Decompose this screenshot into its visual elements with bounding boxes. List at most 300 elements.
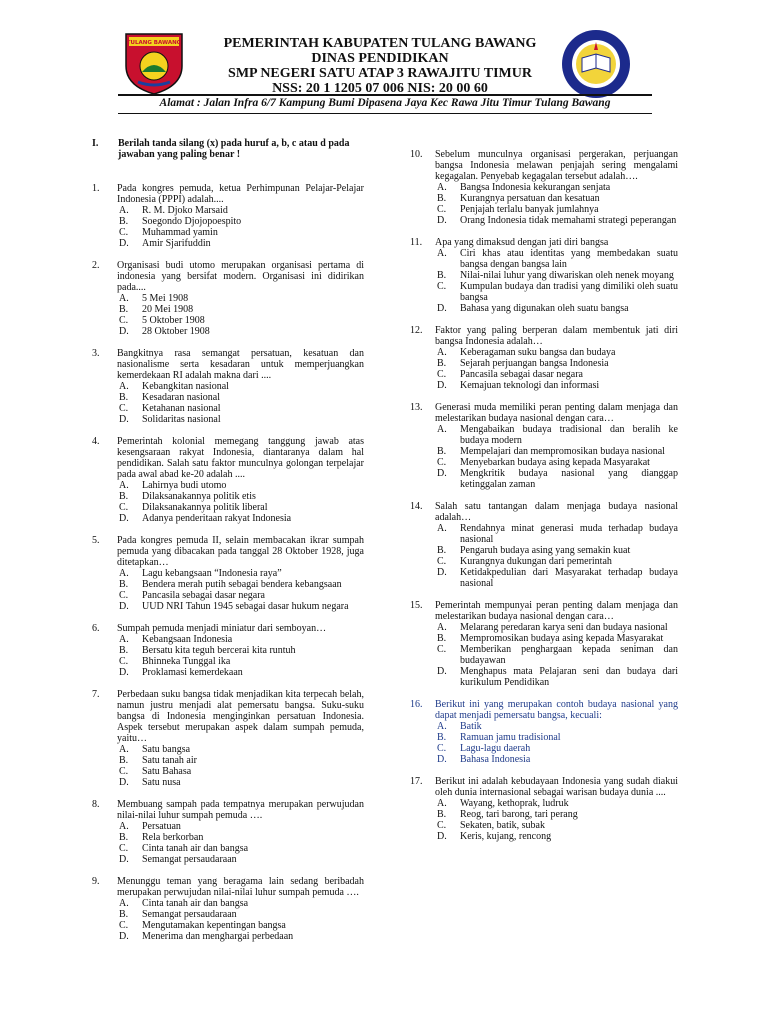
option-text: Satu bangsa xyxy=(142,744,191,755)
option-letter: B. xyxy=(437,270,447,281)
answer-option xyxy=(437,798,678,809)
question-text: Pada kongres pemuda II, selain membacakan ikrar sumpah pemuda yang dibacakan pada tanggal 28 Oktober 1928, juga ditetapkan… xyxy=(117,535,364,568)
option-text: Bhinneka Tunggal ika xyxy=(142,656,231,667)
question-item xyxy=(92,623,364,678)
letterhead xyxy=(0,0,768,120)
question-number: 1. xyxy=(92,183,100,194)
option-text: Mengutamakan kepentingan bangsa xyxy=(142,920,286,931)
answer-option xyxy=(119,216,364,227)
option-letter: C. xyxy=(437,369,447,380)
option-letter: B. xyxy=(437,633,447,644)
question-stem xyxy=(92,689,364,744)
option-text: 20 Mei 1908 xyxy=(142,304,194,315)
option-text: Kemajuan teknologi dan informasi xyxy=(460,380,600,391)
option-letter: A. xyxy=(119,381,129,392)
question-item xyxy=(92,876,364,942)
option-text: Lagu-lagu daerah xyxy=(460,743,531,754)
question-number: 3. xyxy=(92,348,100,359)
option-text: Pancasila sebagai dasar negara xyxy=(460,369,583,380)
tulang-bawang-emblem-icon xyxy=(120,28,188,96)
answer-options xyxy=(119,821,364,865)
option-letter: C. xyxy=(119,656,129,667)
answer-option xyxy=(119,755,364,766)
question-stem xyxy=(92,260,364,293)
answer-option xyxy=(437,556,678,567)
question-item xyxy=(410,237,678,314)
option-letter: A. xyxy=(437,182,447,193)
option-text: Kebangsaan Indonesia xyxy=(142,634,233,645)
option-letter: B. xyxy=(437,809,447,820)
answer-option xyxy=(437,754,678,765)
option-text: Menyebarkan budaya asing kepada Masyarakat xyxy=(460,457,650,468)
option-text: Ciri khas atau identitas yang membedakan suatu bangsa dengan bangsa lain xyxy=(460,248,678,270)
answer-option xyxy=(119,205,364,216)
answer-option xyxy=(437,270,678,281)
svg-text:TULANG BAWANG: TULANG BAWANG xyxy=(126,40,182,46)
option-letter: B. xyxy=(119,909,129,920)
question-number: 11. xyxy=(410,237,423,248)
option-text: Ramuan jamu tradisional xyxy=(460,732,561,743)
answer-option xyxy=(437,204,678,215)
question-column-left xyxy=(92,138,364,953)
option-letter: A. xyxy=(437,523,447,534)
option-letter: D. xyxy=(119,777,129,788)
question-number: 6. xyxy=(92,623,100,634)
option-text: Semangat persaudaraan xyxy=(142,854,237,865)
option-letter: B. xyxy=(119,832,129,843)
question-item xyxy=(410,325,678,391)
option-letter: D. xyxy=(119,601,129,612)
option-letter: C. xyxy=(119,502,129,513)
answer-option xyxy=(119,403,364,414)
option-letter: C. xyxy=(437,820,447,831)
option-letter: B. xyxy=(119,645,129,656)
answer-option xyxy=(119,293,364,304)
answer-options xyxy=(437,721,678,765)
answer-option xyxy=(437,831,678,842)
option-text: Sejarah perjuangan bangsa Indonesia xyxy=(460,358,609,369)
question-text: Organisasi budi utomo merupakan organisasi pertama di indonesia yang bersifat modern. Organisasi ini didirikan pada.... xyxy=(117,260,364,293)
answer-options xyxy=(437,347,678,391)
option-letter: A. xyxy=(119,480,129,491)
option-letter: D. xyxy=(437,468,447,479)
option-text: R. M. Djoko Marsaid xyxy=(142,205,228,216)
option-letter: C. xyxy=(119,590,129,601)
question-item xyxy=(92,348,364,425)
answer-option xyxy=(119,832,364,843)
answer-options xyxy=(437,248,678,314)
answer-option xyxy=(437,644,678,666)
question-stem xyxy=(92,799,364,821)
option-text: Soegondo Djojopoespito xyxy=(142,216,242,227)
school-registration-numbers: NSS: 20 1 1205 07 006 NIS: 20 00 60 xyxy=(272,81,488,96)
option-letter: B. xyxy=(437,358,447,369)
option-letter: C. xyxy=(119,403,129,414)
option-text: Pancasila sebagai dasar negara xyxy=(142,590,265,601)
option-letter: C. xyxy=(437,644,447,655)
question-column-right xyxy=(410,149,678,853)
option-letter: C. xyxy=(119,227,129,238)
option-text: Nilai-nilai luhur yang diwariskan oleh nenek moyang xyxy=(460,270,674,281)
option-letter: D. xyxy=(119,414,129,425)
answer-options xyxy=(437,523,678,589)
question-item xyxy=(92,799,364,865)
option-text: Bersatu kita teguh bercerai kita runtuh xyxy=(142,645,296,656)
answer-option xyxy=(119,843,364,854)
question-number: 15. xyxy=(410,600,423,611)
question-stem xyxy=(92,623,364,634)
option-letter: C. xyxy=(437,281,447,292)
option-text: Cinta tanah air dan bangsa xyxy=(142,898,249,909)
question-stem xyxy=(92,535,364,568)
question-item xyxy=(410,699,678,765)
option-text: Memberikan penghargaan kepada seniman dan budayawan xyxy=(460,644,678,666)
option-letter: C. xyxy=(119,920,129,931)
section-number: I. xyxy=(92,138,99,149)
answer-options xyxy=(119,568,364,612)
answer-option xyxy=(437,820,678,831)
question-text: Berikut ini adalah kebudayaan Indonesia yang sudah diakui oleh dunia internasional sebagai warisan budaya dunia .... xyxy=(435,776,678,798)
option-text: Satu Bahasa xyxy=(142,766,192,777)
answer-option xyxy=(437,468,678,490)
answer-options xyxy=(119,293,364,337)
option-text: 28 Oktober 1908 xyxy=(142,326,210,337)
answer-option xyxy=(119,821,364,832)
answer-option xyxy=(437,633,678,644)
option-text: Orang Indonesia tidak memahami strategi peperangan xyxy=(460,215,677,226)
option-text: Dilaksanakannya politik etis xyxy=(142,491,256,502)
question-number: 8. xyxy=(92,799,100,810)
answer-option xyxy=(437,248,678,270)
option-text: Muhammad yamin xyxy=(142,227,218,238)
question-text: Bangkitnya rasa semangat persatuan, kesatuan dan nasionalisme serta kesadaran untuk memperjuangkan kemerdekaan RI adalah makna dari .... xyxy=(117,348,364,381)
question-number: 14. xyxy=(410,501,423,512)
answer-option xyxy=(437,545,678,556)
answer-option xyxy=(119,568,364,579)
option-letter: A. xyxy=(119,293,129,304)
question-number: 16. xyxy=(410,699,423,710)
answer-options xyxy=(437,622,678,688)
option-text: Kurangnya dukungan dari pemerintah xyxy=(460,556,612,567)
question-stem xyxy=(92,876,364,898)
question-item xyxy=(92,183,364,249)
option-text: Cinta tanah air dan bangsa xyxy=(142,843,249,854)
question-item xyxy=(410,501,678,589)
option-text: UUD NRI Tahun 1945 sebagai dasar hukum negara xyxy=(142,601,349,612)
answer-option xyxy=(119,777,364,788)
option-text: Adanya penderitaan rakyat Indonesia xyxy=(142,513,292,524)
government-title: PEMERINTAH KABUPATEN TULANG BAWANG xyxy=(223,36,537,51)
option-letter: A. xyxy=(437,347,447,358)
question-item xyxy=(410,149,678,226)
question-stem xyxy=(410,501,678,523)
option-letter: B. xyxy=(437,545,447,556)
option-text: Kesadaran nasional xyxy=(142,392,221,403)
option-text: Lahirnya budi utomo xyxy=(142,480,227,491)
option-text: Semangat persaudaraan xyxy=(142,909,237,920)
answer-option xyxy=(119,766,364,777)
question-stem xyxy=(92,348,364,381)
option-letter: B. xyxy=(119,216,129,227)
question-text: Menunggu teman yang beragama lain sedang beribadah merupakan perwujudan nilai-nilai luhur sumpah pemuda …. xyxy=(117,876,364,898)
question-item xyxy=(92,689,364,788)
question-stem xyxy=(92,183,364,205)
option-text: Mempromosikan budaya asing kepada Masyarakat xyxy=(460,633,664,644)
answer-option xyxy=(119,304,364,315)
option-letter: A. xyxy=(119,634,129,645)
option-text: Satu tanah air xyxy=(142,755,197,766)
option-letter: A. xyxy=(119,821,129,832)
answer-option xyxy=(119,579,364,590)
header-divider-thin xyxy=(118,113,652,114)
option-text: Bahasa yang digunakan oleh suatu bangsa xyxy=(460,303,629,314)
option-letter: D. xyxy=(119,513,129,524)
answer-options xyxy=(119,898,364,942)
answer-options xyxy=(119,381,364,425)
answer-option xyxy=(437,358,678,369)
question-item xyxy=(410,600,678,688)
option-letter: D. xyxy=(119,931,129,942)
answer-option xyxy=(437,809,678,820)
option-text: Satu nusa xyxy=(142,777,181,788)
option-letter: A. xyxy=(437,248,447,259)
option-text: Kebangkitan nasional xyxy=(142,381,229,392)
answer-option xyxy=(437,622,678,633)
option-letter: A. xyxy=(437,622,447,633)
answer-option xyxy=(119,238,364,249)
option-text: Menerima dan menghargai perbedaan xyxy=(142,931,294,942)
option-letter: B. xyxy=(119,491,129,502)
answer-option xyxy=(119,227,364,238)
answer-option xyxy=(437,666,678,688)
question-stem xyxy=(410,149,678,182)
answer-option xyxy=(437,732,678,743)
option-text: Rela berkorban xyxy=(142,832,204,843)
answer-options xyxy=(437,424,678,490)
option-text: 5 Mei 1908 xyxy=(142,293,189,304)
option-letter: C. xyxy=(119,315,129,326)
question-text: Pemerintah mempunyai peran penting dalam menjaga dan melestarikan budaya nasional dengan cara… xyxy=(435,600,678,622)
question-stem xyxy=(410,699,678,721)
answer-option xyxy=(119,909,364,920)
answer-options xyxy=(119,744,364,788)
option-text: Bendera merah putih sebagai bendera kebangsaan xyxy=(142,579,342,590)
option-text: Batik xyxy=(460,721,482,732)
option-letter: D. xyxy=(119,238,129,249)
option-text: Sekaten, batik, subak xyxy=(460,820,545,831)
option-letter: B. xyxy=(437,732,447,743)
question-item xyxy=(92,535,364,612)
option-letter: C. xyxy=(119,843,129,854)
answer-option xyxy=(119,854,364,865)
school-address: Alamat : Jalan Infra 6/7 Kampung Bumi Dipasena Jaya Kec Rawa Jitu Timur Tulang Bawang xyxy=(159,97,611,109)
answer-option xyxy=(119,634,364,645)
department-title: DINAS PENDIDIKAN xyxy=(311,51,449,66)
answer-option xyxy=(119,590,364,601)
option-text: Ketahanan nasional xyxy=(142,403,221,414)
question-text: Apa yang dimaksud dengan jati diri bangsa xyxy=(435,237,609,248)
option-text: Pengaruh budaya asing yang semakin kuat xyxy=(460,545,631,556)
header-divider-thick xyxy=(118,94,652,96)
answer-option xyxy=(437,380,678,391)
question-number: 7. xyxy=(92,689,100,700)
option-letter: B. xyxy=(119,579,129,590)
answer-option xyxy=(119,480,364,491)
option-text: Ketidakpedulian dari Masyarakat terhadap budaya nasional xyxy=(460,567,678,589)
answer-option xyxy=(119,326,364,337)
option-text: Reog, tari barong, tari perang xyxy=(460,809,578,820)
question-text: Berikut ini yang merupakan contoh budaya nasional yang dapat menjadi pemersatu bangsa, kecuali: xyxy=(435,699,678,721)
option-text: Mengkritik budaya nasional yang dianggap ketinggalan zaman xyxy=(460,468,678,490)
answer-option xyxy=(437,347,678,358)
question-stem xyxy=(410,325,678,347)
option-letter: B. xyxy=(119,304,129,315)
option-letter: D. xyxy=(437,754,447,765)
option-text: Mempelajari dan mempromosikan budaya nasional xyxy=(460,446,665,457)
option-letter: A. xyxy=(119,744,129,755)
option-text: Amir Sjarifuddin xyxy=(142,238,211,249)
option-letter: A. xyxy=(437,798,447,809)
option-letter: D. xyxy=(119,667,129,678)
answer-option xyxy=(437,523,678,545)
answer-option xyxy=(119,414,364,425)
answer-option xyxy=(119,645,364,656)
question-number: 9. xyxy=(92,876,100,887)
answer-option xyxy=(437,193,678,204)
answer-options xyxy=(119,634,364,678)
question-item xyxy=(410,402,678,490)
answer-option xyxy=(119,920,364,931)
option-letter: D. xyxy=(437,303,447,314)
question-number: 10. xyxy=(410,149,423,160)
option-letter: B. xyxy=(437,446,447,457)
question-number: 5. xyxy=(92,535,100,546)
question-stem xyxy=(410,237,678,248)
answer-option xyxy=(437,721,678,732)
option-letter: D. xyxy=(437,567,447,578)
answer-option xyxy=(119,601,364,612)
question-text: Membuang sampah pada tempatnya merupakan perwujudan nilai-nilai luhur sumpah pemuda …. xyxy=(117,799,364,821)
option-letter: A. xyxy=(119,568,129,579)
question-stem xyxy=(92,436,364,480)
instruction-text: Berilah tanda silang (x) pada huruf a, b, c atau d pada jawaban yang paling benar ! xyxy=(118,138,350,160)
option-letter: A. xyxy=(437,424,447,435)
option-text: Keris, kujang, rencong xyxy=(460,831,552,842)
option-letter: D. xyxy=(437,215,447,226)
option-text: Kurangnya persatuan dan kesatuan xyxy=(460,193,600,204)
instruction xyxy=(92,138,364,160)
answer-option xyxy=(437,446,678,457)
answer-option xyxy=(437,567,678,589)
option-letter: C. xyxy=(437,204,447,215)
answer-option xyxy=(119,491,364,502)
answer-option xyxy=(119,656,364,667)
option-letter: B. xyxy=(119,755,129,766)
option-letter: A. xyxy=(437,721,447,732)
answer-option xyxy=(437,215,678,226)
question-number: 4. xyxy=(92,436,100,447)
question-number: 13. xyxy=(410,402,423,413)
option-text: Bahasa Indonesia xyxy=(460,754,531,765)
answer-option xyxy=(119,667,364,678)
question-item xyxy=(92,436,364,524)
option-text: Kumpulan budaya dan tradisi yang dimiliki oleh suatu bangsa xyxy=(460,281,678,303)
answer-options xyxy=(119,480,364,524)
option-letter: A. xyxy=(119,898,129,909)
answer-option xyxy=(119,392,364,403)
option-text: Menghapus mata Pelajaran seni dan budaya dari kurikulum Pendidikan xyxy=(460,666,678,688)
answer-options xyxy=(437,182,678,226)
question-text: Sebelum munculnya organisasi pergerakan, perjuangan bangsa Indonesia melawan penjajah sering mengalami kegagalan. Penyebab kegagalan tersebut adalah…. xyxy=(435,149,678,182)
option-letter: C. xyxy=(437,556,447,567)
question-text: Salah satu tantangan dalam menjaga budaya nasional adalah… xyxy=(435,501,678,523)
option-text: Dilaksanakannya politik liberal xyxy=(142,502,268,513)
question-stem xyxy=(410,600,678,622)
option-text: Lagu kebangsaan “Indonesia raya” xyxy=(142,568,282,579)
question-number: 17. xyxy=(410,776,423,787)
option-text: Keberagaman suku bangsa dan budaya xyxy=(460,347,616,358)
answer-option xyxy=(119,315,364,326)
option-text: Solidaritas nasional xyxy=(142,414,221,425)
option-text: Melarang peredaran karya seni dan budaya nasional xyxy=(460,622,668,633)
question-number: 12. xyxy=(410,325,423,336)
option-text: Persatuan xyxy=(142,821,181,832)
question-item xyxy=(92,260,364,337)
option-letter: C. xyxy=(437,457,447,468)
option-letter: B. xyxy=(437,193,447,204)
option-letter: B. xyxy=(119,392,129,403)
option-letter: C. xyxy=(437,743,447,754)
answer-options xyxy=(437,798,678,842)
answer-option xyxy=(437,303,678,314)
question-text: Sumpah pemuda menjadi miniatur dari semboyan… xyxy=(117,623,327,634)
answer-option xyxy=(119,898,364,909)
question-text: Generasi muda memiliki peran penting dalam menjaga dan melestarikan budaya nasional dengan cara… xyxy=(435,402,678,424)
school-emblem-icon xyxy=(560,28,632,100)
answer-option xyxy=(437,424,678,446)
institution-heading xyxy=(200,36,560,96)
answer-option xyxy=(119,744,364,755)
option-letter: C. xyxy=(119,766,129,777)
option-letter: D. xyxy=(437,831,447,842)
option-letter: D. xyxy=(119,854,129,865)
option-text: Rendahnya minat generasi muda terhadap budaya nasional xyxy=(460,523,678,545)
option-letter: D. xyxy=(437,380,447,391)
question-text: Pada kongres pemuda, ketua Perhimpunan Pelajar-Pelajar Indonesia (PPPI) adalah.... xyxy=(117,183,364,205)
answer-option xyxy=(437,182,678,193)
answer-option xyxy=(119,931,364,942)
answer-option xyxy=(437,743,678,754)
option-text: 5 Oktober 1908 xyxy=(142,315,205,326)
question-stem xyxy=(410,776,678,798)
question-text: Faktor yang paling berperan dalam membentuk jati diri bangsa Indonesia adalah… xyxy=(435,325,678,347)
question-text: Pemerintah kolonial memegang tanggung jawab atas kesengsaraan rakyat Indonesia, diantaranya dalam hal pendidikan. Salah satu faktor munculnya golongan terpelajar pada awal abad ke-20 adalah .... xyxy=(117,436,364,480)
option-letter: D. xyxy=(437,666,447,677)
answer-option xyxy=(119,502,364,513)
option-text: Wayang, kethoprak, ludruk xyxy=(460,798,569,809)
answer-option xyxy=(437,369,678,380)
option-text: Mengabaikan budaya tradisional dan beralih ke budaya modern xyxy=(460,424,678,446)
school-name: SMP NEGERI SATU ATAP 3 RAWAJITU TIMUR xyxy=(228,66,532,81)
question-item xyxy=(410,776,678,842)
option-text: Proklamasi kemerdekaan xyxy=(142,667,243,678)
answer-option xyxy=(437,281,678,303)
option-letter: D. xyxy=(119,326,129,337)
option-letter: A. xyxy=(119,205,129,216)
answer-options xyxy=(119,205,364,249)
answer-option xyxy=(119,513,364,524)
option-text: Bangsa Indonesia kekurangan senjata xyxy=(460,182,611,193)
